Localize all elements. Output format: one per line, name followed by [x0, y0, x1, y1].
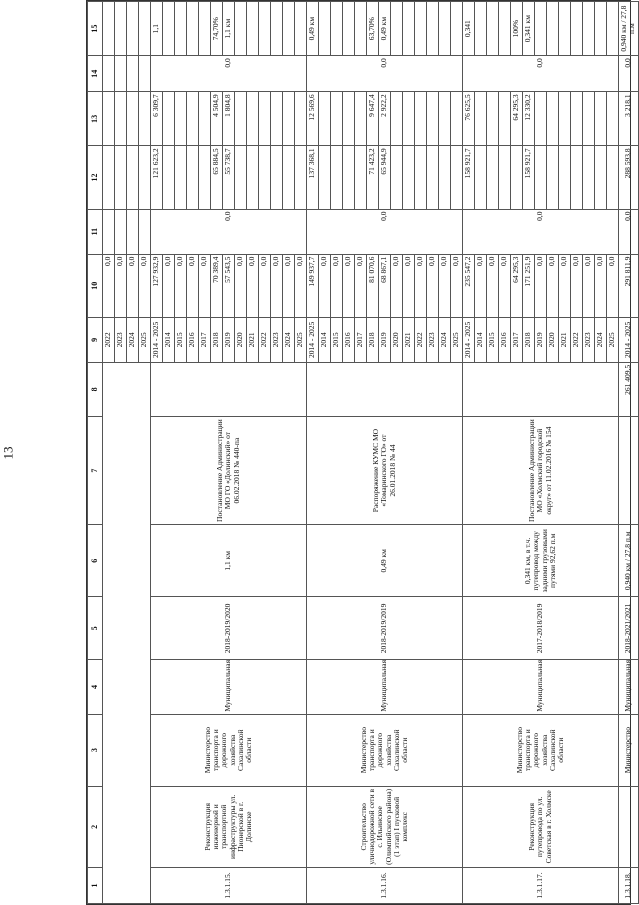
table-row	[463, 2, 475, 904]
indicator-cell	[499, 2, 511, 56]
col-header: 9	[88, 317, 103, 362]
year-cell: 2015	[487, 317, 499, 362]
item-estimate	[151, 362, 307, 416]
total-cell: 0,0	[427, 254, 439, 317]
rotated-table-sheet	[86, 0, 637, 905]
other-cell: 0,0	[307, 56, 463, 92]
total-cell: 0,0	[103, 254, 115, 317]
indicator-cell	[475, 2, 487, 56]
year-cell: 2017	[355, 317, 367, 362]
indicator-cell	[355, 2, 367, 56]
year-cell: 2014 - 2025	[619, 317, 639, 362]
regional-cell	[451, 146, 463, 209]
year-cell: 2018	[523, 317, 535, 362]
regional-cell	[319, 146, 331, 209]
col-header: 1	[88, 867, 103, 903]
year-cell: 2018	[211, 317, 223, 362]
year-cell: 2014 - 2025	[151, 317, 163, 362]
item-owner: Муниципальная	[151, 660, 307, 714]
col-header: 5	[88, 597, 103, 660]
year-cell: 2016	[499, 317, 511, 362]
table-row	[619, 2, 639, 904]
regional-cell	[259, 146, 271, 209]
regional-cell	[439, 146, 451, 209]
year-cell: 2022	[571, 317, 583, 362]
indicator-cell	[343, 2, 355, 56]
local-cell	[559, 92, 571, 146]
year-cell: 2017	[511, 317, 523, 362]
regional-cell	[163, 146, 175, 209]
year-cell: 2023	[427, 317, 439, 362]
indicator-cell	[199, 2, 211, 56]
item-name: Реконструкция путепровода по ул. Советская в г. Холмске	[463, 786, 619, 867]
regional-cell: 65 884,5	[211, 146, 223, 209]
total-cell: 0,0	[295, 254, 307, 317]
indicator-cell	[547, 2, 559, 56]
item-document: Постановление Администрации МО «Холмский городской округ» от 11.02.2016 № 154	[463, 416, 619, 524]
total-cell: 127 932,9	[151, 254, 163, 317]
local-cell	[547, 92, 559, 146]
year-cell: 2021	[403, 317, 415, 362]
year-cell: 2019	[379, 317, 391, 362]
item-owner: Муниципальная	[619, 660, 639, 714]
indicator-cell	[247, 2, 259, 56]
regional-cell	[487, 146, 499, 209]
total-cell: 81 070,6	[367, 254, 379, 317]
item-name: Реконструкция инженерной и транспортной инфраструктуры ул. Пионерской в г. Долинске	[151, 786, 307, 867]
local-cell: 76 625,5	[463, 92, 475, 146]
total-cell: 0,0	[115, 254, 127, 317]
indicator-cell	[403, 2, 415, 56]
indicator-cell	[271, 2, 283, 56]
year-cell: 2016	[187, 317, 199, 362]
item-estimate	[463, 362, 619, 416]
regional-cell	[295, 146, 307, 209]
year-cell: 2020	[391, 317, 403, 362]
federal-cell: 0,0	[151, 209, 307, 254]
indicator-cell	[235, 2, 247, 56]
total-cell: 0,0	[175, 254, 187, 317]
local-cell: 12 569,6	[307, 92, 319, 146]
total-cell: 0,0	[319, 254, 331, 317]
indicator-cell	[571, 2, 583, 56]
regional-cell	[247, 146, 259, 209]
total-cell: 0,0	[271, 254, 283, 317]
indicator-cell	[535, 2, 547, 56]
local-cell: 4 504,9	[211, 92, 223, 146]
indicator-cell	[163, 2, 175, 56]
year-cell: 2019	[535, 317, 547, 362]
col-header: 4	[88, 660, 103, 714]
federal-cell: 0,0	[619, 209, 639, 254]
federal-cell: 0,0	[463, 209, 619, 254]
regional-cell	[355, 146, 367, 209]
item-customer: Министерство транспорта и дорожного хозяйства Сахалинской области	[307, 714, 463, 786]
indicator-cell	[427, 2, 439, 56]
local-cell	[199, 92, 211, 146]
item-period: 2018-2019/2020	[151, 597, 307, 660]
item-owner: Муниципальная	[307, 660, 463, 714]
col-header: 15	[88, 2, 103, 56]
item-id: 1.3.1.15.	[151, 867, 307, 903]
year-cell: 2015	[175, 317, 187, 362]
regional-cell	[283, 146, 295, 209]
local-cell	[439, 92, 451, 146]
indicator-cell	[391, 2, 403, 56]
total-cell: 0,0	[235, 254, 247, 317]
item-period: 2018-2019/2019	[307, 597, 463, 660]
year-cell: 2014 - 2025	[307, 317, 319, 362]
total-cell: 0,0	[259, 254, 271, 317]
item-capacity: 0,341 км, в т.ч. путепровод между задними грузовыми путями 92,62 п.м	[463, 525, 619, 597]
year-cell: 2016	[343, 317, 355, 362]
local-cell	[343, 92, 355, 146]
local-cell	[535, 92, 547, 146]
table-row	[103, 2, 115, 904]
total-cell: 57 543,5	[223, 254, 235, 317]
year-cell: 2023	[271, 317, 283, 362]
local-cell	[175, 92, 187, 146]
year-cell: 2015	[331, 317, 343, 362]
regional-cell: 288 593,8	[619, 146, 639, 209]
indicator-cell	[439, 2, 451, 56]
year-cell: 2018	[367, 317, 379, 362]
year-cell: 2024	[595, 317, 607, 362]
year-cell: 2022	[415, 317, 427, 362]
local-cell	[571, 92, 583, 146]
item-capacity: 0,49 км	[307, 525, 463, 597]
indicator-cell: 0,940 км / 27,8 п.м	[619, 2, 639, 56]
other-cell: 0,0	[619, 56, 639, 92]
year-cell: 2022	[259, 317, 271, 362]
regional-cell	[427, 146, 439, 209]
col-header: 7	[88, 416, 103, 524]
year-cell: 2025	[607, 317, 619, 362]
indicator-cell	[331, 2, 343, 56]
indicator-cell	[595, 2, 607, 56]
total-cell: 0,0	[247, 254, 259, 317]
total-cell: 0,0	[403, 254, 415, 317]
local-cell	[403, 92, 415, 146]
year-cell: 2021	[247, 317, 259, 362]
local-cell: 6 309,7	[151, 92, 163, 146]
item-id: 1.3.1.16.	[307, 867, 463, 903]
col-header: 6	[88, 525, 103, 597]
indicator-cell	[175, 2, 187, 56]
regional-cell: 137 368,1	[307, 146, 319, 209]
indicator-cell: 74,70%	[211, 2, 223, 56]
regional-cell	[391, 146, 403, 209]
total-cell: 0,0	[391, 254, 403, 317]
indicator-cell: 0,341 км	[523, 2, 535, 56]
col-header: 13	[88, 92, 103, 146]
total-cell: 0,0	[451, 254, 463, 317]
item-document: Распоряжение КУМС МО «Томаринского ГО» от 26.01.2018 № 44	[307, 416, 463, 524]
local-cell	[451, 92, 463, 146]
other-cell: 0,0	[463, 56, 619, 92]
local-cell	[475, 92, 487, 146]
item-capacity: 0,940 км / 27,8 п.м	[619, 525, 639, 597]
year-cell: 2023	[115, 317, 127, 362]
indicator-cell	[451, 2, 463, 56]
item-document	[619, 416, 639, 524]
indicator-cell	[259, 2, 271, 56]
indicator-cell	[607, 2, 619, 56]
local-cell	[499, 92, 511, 146]
regional-cell	[235, 146, 247, 209]
year-cell: 2020	[547, 317, 559, 362]
local-cell	[415, 92, 427, 146]
regional-cell	[607, 146, 619, 209]
regional-cell	[547, 146, 559, 209]
local-cell	[427, 92, 439, 146]
regional-cell	[175, 146, 187, 209]
item-id: 1.3.1.18.	[619, 867, 639, 903]
local-cell	[295, 92, 307, 146]
local-cell	[247, 92, 259, 146]
regional-cell: 158 921,7	[463, 146, 475, 209]
year-cell: 2014 - 2025	[463, 317, 475, 362]
regional-cell: 121 623,2	[151, 146, 163, 209]
item-customer: Министерство транспорта и дорожного хозяйства Сахалинской области	[463, 714, 619, 786]
year-cell: 2025	[139, 317, 151, 362]
year-cell: 2023	[583, 317, 595, 362]
regional-cell	[415, 146, 427, 209]
indicator-cell: 0,341	[463, 2, 475, 56]
total-cell: 0,0	[331, 254, 343, 317]
local-cell	[355, 92, 367, 146]
total-cell: 0,0	[439, 254, 451, 317]
continued-blank	[103, 362, 151, 903]
table-row	[307, 2, 319, 904]
indicator-cell: 100%	[511, 2, 523, 56]
local-cell	[271, 92, 283, 146]
item-id: 1.3.1.17.	[463, 867, 619, 903]
page-number-area	[0, 0, 26, 905]
regional-cell	[511, 146, 523, 209]
year-cell: 2014	[163, 317, 175, 362]
total-cell: 0,0	[547, 254, 559, 317]
item-customer: Министерство	[619, 714, 639, 786]
col-header: 3	[88, 714, 103, 786]
col-header: 10	[88, 254, 103, 317]
local-cell	[583, 92, 595, 146]
total-cell: 0,0	[559, 254, 571, 317]
total-cell: 0,0	[595, 254, 607, 317]
column-number-row	[88, 2, 103, 904]
local-cell	[235, 92, 247, 146]
total-cell: 0,0	[127, 254, 139, 317]
total-cell: 0,0	[163, 254, 175, 317]
year-cell: 2014	[319, 317, 331, 362]
regional-cell	[343, 146, 355, 209]
regional-cell: 55 738,7	[223, 146, 235, 209]
indicator-cell: 0,49 км	[307, 2, 319, 56]
item-owner: Муниципальная	[463, 660, 619, 714]
item-estimate: 261 409,5	[619, 362, 639, 416]
regional-cell	[271, 146, 283, 209]
indicator-cell: 1,1 км	[223, 2, 235, 56]
regional-cell: 158 921,7	[523, 146, 535, 209]
year-cell: 2024	[127, 317, 139, 362]
regional-cell: 71 423,2	[367, 146, 379, 209]
indicator-cell	[487, 2, 499, 56]
total-cell: 171 251,9	[523, 254, 535, 317]
year-cell: 2021	[559, 317, 571, 362]
year-cell: 2025	[295, 317, 307, 362]
local-cell: 2 922,2	[379, 92, 391, 146]
local-cell: 1 804,8	[223, 92, 235, 146]
total-cell: 0,0	[607, 254, 619, 317]
total-cell: 235 547,2	[463, 254, 475, 317]
local-cell: 9 647,4	[367, 92, 379, 146]
indicator-cell	[187, 2, 199, 56]
local-cell: 3 218,1	[619, 92, 639, 146]
year-cell: 2019	[223, 317, 235, 362]
year-cell: 2017	[199, 317, 211, 362]
regional-cell	[331, 146, 343, 209]
local-cell: 12 330,2	[523, 92, 535, 146]
item-document: Постановление Администрации МО ГО «Долинский» от 06.02.2018 № 440-па	[151, 416, 307, 524]
col-header: 14	[88, 56, 103, 92]
local-cell	[331, 92, 343, 146]
year-cell: 2024	[283, 317, 295, 362]
regional-cell	[475, 146, 487, 209]
item-period: 2017-2018/2019	[463, 597, 619, 660]
regional-cell: 65 944,9	[379, 146, 391, 209]
regional-cell	[571, 146, 583, 209]
local-cell: 64 295,3	[511, 92, 523, 146]
total-cell: 0,0	[535, 254, 547, 317]
regional-cell	[559, 146, 571, 209]
total-cell: 0,0	[583, 254, 595, 317]
total-cell: 0,0	[499, 254, 511, 317]
local-cell	[319, 92, 331, 146]
indicator-cell	[415, 2, 427, 56]
other-cell: 0,0	[151, 56, 307, 92]
col-header: 2	[88, 786, 103, 867]
regional-cell	[499, 146, 511, 209]
year-cell: 2022	[103, 317, 115, 362]
local-cell	[283, 92, 295, 146]
total-cell: 291 811,9	[619, 254, 639, 317]
year-cell: 2014	[475, 317, 487, 362]
total-cell: 149 937,7	[307, 254, 319, 317]
item-name	[619, 786, 639, 867]
total-cell: 0,0	[415, 254, 427, 317]
local-cell	[259, 92, 271, 146]
item-period: 2018-2021/2021	[619, 597, 639, 660]
item-capacity: 1,1 км	[151, 525, 307, 597]
total-cell: 0,0	[187, 254, 199, 317]
table-row	[151, 2, 163, 904]
total-cell: 0,0	[571, 254, 583, 317]
col-header: 8	[88, 362, 103, 416]
col-header: 12	[88, 146, 103, 209]
regional-cell	[187, 146, 199, 209]
year-cell: 2024	[439, 317, 451, 362]
regional-cell	[199, 146, 211, 209]
col-header: 11	[88, 209, 103, 254]
page-number: 13	[0, 446, 16, 460]
item-name: Строительство уличнодорожной сети в с. Ильинское (Олимпийского района) (1 этап) I пусковой комплекс	[307, 786, 463, 867]
total-cell: 64 295,3	[511, 254, 523, 317]
investment-table	[87, 1, 639, 904]
indicator-cell: 1,1	[151, 2, 163, 56]
indicator-cell	[319, 2, 331, 56]
total-cell: 0,0	[475, 254, 487, 317]
indicator-cell	[295, 2, 307, 56]
total-cell: 0,0	[343, 254, 355, 317]
local-cell	[391, 92, 403, 146]
total-cell: 0,0	[487, 254, 499, 317]
local-cell	[487, 92, 499, 146]
total-cell: 68 867,1	[379, 254, 391, 317]
year-cell: 2020	[235, 317, 247, 362]
indicator-cell: 63,70%	[367, 2, 379, 56]
item-customer: Министерство транспорта и дорожного хозяйства Сахалинской области	[151, 714, 307, 786]
local-cell	[187, 92, 199, 146]
item-estimate	[307, 362, 463, 416]
total-cell: 0,0	[355, 254, 367, 317]
year-cell: 2025	[451, 317, 463, 362]
indicator-cell	[559, 2, 571, 56]
regional-cell	[595, 146, 607, 209]
regional-cell	[403, 146, 415, 209]
regional-cell	[535, 146, 547, 209]
table-body	[103, 2, 639, 904]
indicator-cell: 0,49 км	[379, 2, 391, 56]
local-cell	[607, 92, 619, 146]
regional-cell	[583, 146, 595, 209]
federal-cell: 0,0	[307, 209, 463, 254]
local-cell	[595, 92, 607, 146]
total-cell: 0,0	[139, 254, 151, 317]
total-cell: 0,0	[283, 254, 295, 317]
indicator-cell	[583, 2, 595, 56]
indicator-cell	[283, 2, 295, 56]
local-cell	[163, 92, 175, 146]
total-cell: 70 389,4	[211, 254, 223, 317]
total-cell: 0,0	[199, 254, 211, 317]
